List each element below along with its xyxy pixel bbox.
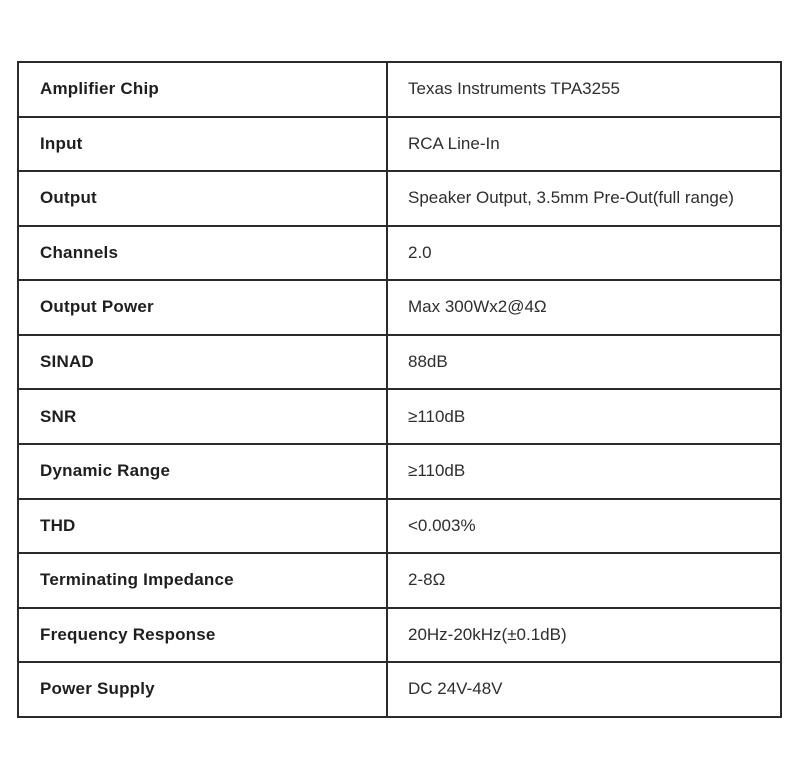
spec-value: DC 24V-48V bbox=[387, 662, 781, 717]
spec-row bbox=[18, 444, 781, 499]
spec-row bbox=[18, 662, 781, 717]
spec-table bbox=[17, 61, 782, 718]
spec-value: 20Hz-20kHz(±0.1dB) bbox=[387, 608, 781, 663]
spec-row bbox=[18, 171, 781, 226]
spec-value: ≥110dB bbox=[387, 444, 781, 499]
spec-value: 88dB bbox=[387, 335, 781, 390]
spec-row bbox=[18, 499, 781, 554]
spec-row bbox=[18, 117, 781, 172]
spec-row bbox=[18, 280, 781, 335]
spec-row bbox=[18, 389, 781, 444]
spec-label: Terminating Impedance bbox=[18, 553, 387, 608]
spec-row bbox=[18, 226, 781, 281]
spec-value: Speaker Output, 3.5mm Pre-Out(full range) bbox=[387, 171, 781, 226]
spec-label: Output bbox=[18, 171, 387, 226]
spec-value: Texas Instruments TPA3255 bbox=[387, 62, 781, 117]
spec-label: SNR bbox=[18, 389, 387, 444]
spec-value: 2.0 bbox=[387, 226, 781, 281]
spec-value: RCA Line-In bbox=[387, 117, 781, 172]
spec-label: Output Power bbox=[18, 280, 387, 335]
spec-value: ≥110dB bbox=[387, 389, 781, 444]
spec-row bbox=[18, 608, 781, 663]
spec-value: 2-8Ω bbox=[387, 553, 781, 608]
spec-label: Power Supply bbox=[18, 662, 387, 717]
spec-value: <0.003% bbox=[387, 499, 781, 554]
spec-table-body bbox=[18, 62, 781, 717]
spec-row bbox=[18, 62, 781, 117]
spec-label: Frequency Response bbox=[18, 608, 387, 663]
spec-label: THD bbox=[18, 499, 387, 554]
spec-label: SINAD bbox=[18, 335, 387, 390]
spec-row bbox=[18, 335, 781, 390]
spec-row bbox=[18, 553, 781, 608]
spec-value: Max 300Wx2@4Ω bbox=[387, 280, 781, 335]
spec-label: Amplifier Chip bbox=[18, 62, 387, 117]
spec-label: Channels bbox=[18, 226, 387, 281]
spec-label: Input bbox=[18, 117, 387, 172]
spec-label: Dynamic Range bbox=[18, 444, 387, 499]
